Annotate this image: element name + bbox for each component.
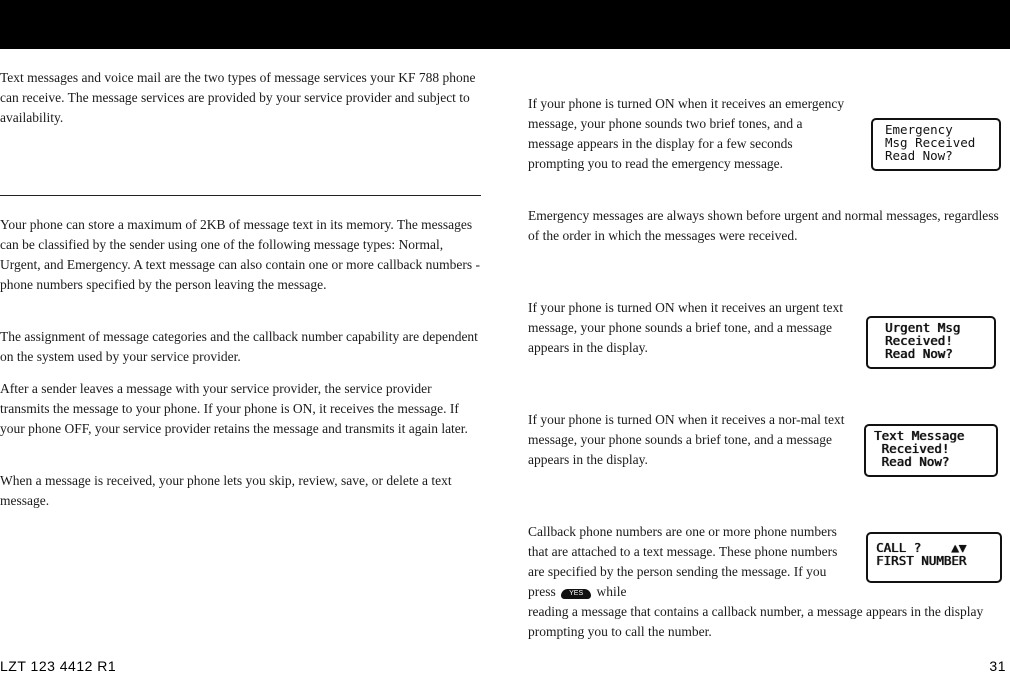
header-bar xyxy=(0,0,1010,49)
emergency-paragraph: If your phone is turned ON when it receives an emergency message, your phone sounds two brief tones, and a message appears in the display for a few seconds prompting you to read the emergency message. xyxy=(528,96,845,171)
callback-display xyxy=(866,532,1002,583)
callback-text-start: Callback phone numbers are one or more phone numbers that are attached to a text message. These phone numbers are specified by the person sending the message. If you press xyxy=(528,524,838,599)
intro-paragraph: Text messages and voice mail are the two types of message services your KF 788 phone can receive. The message services are provided by your service provider and subject to availability. xyxy=(0,70,476,125)
callback-paragraph xyxy=(528,522,840,602)
normal-display-line-3: Read Now? xyxy=(874,454,950,469)
emergency-display-line-2: Msg Received xyxy=(885,135,976,150)
emergency-display xyxy=(871,118,1001,171)
normal-display-line-1: Text Message xyxy=(874,428,965,443)
transmission-paragraph: After a sender leaves a message with your service provider, the service provider transmits the message to your phone. If your phone is ON, it receives the message. If your phone OFF, your service provider retains the message and transmits it again later. xyxy=(0,381,468,436)
section-divider xyxy=(0,195,481,196)
page-number: 31 xyxy=(989,658,1006,674)
urgent-display xyxy=(866,316,996,369)
document-number: LZT 123 4412 R1 xyxy=(0,658,117,674)
urgent-paragraph: If your phone is turned ON when it receives an urgent text message, your phone sounds a brief tone, and a message appears in the display. xyxy=(528,300,844,355)
emergency-display-line-3: Read Now? xyxy=(885,148,953,163)
urgent-display-line-1: Urgent Msg xyxy=(885,320,961,335)
urgent-display-line-2: Received! xyxy=(885,333,953,348)
callback-paragraph-end: reading a message that contains a callback number, a message appears in the display prompting you to call the number. xyxy=(528,604,984,639)
normal-display-line-2: Received! xyxy=(874,441,950,456)
urgent-display-line-3: Read Now? xyxy=(885,346,953,361)
callback-display-line-2: FIRST NUMBER xyxy=(876,553,967,568)
callback-display-line-1: CALL ? ▲▼ xyxy=(876,540,967,555)
yes-key-icon: YES xyxy=(561,589,591,599)
normal-display xyxy=(864,424,998,477)
emergency-display-line-1: Emergency xyxy=(885,122,953,137)
categories-paragraph: The assignment of message categories and the callback number capability are dependent on the system used by your service provider. xyxy=(0,329,478,364)
normal-paragraph: If your phone is turned ON when it receives a nor-mal text message, your phone sounds a brief tone, and a message appears in the display. xyxy=(528,412,845,467)
actions-paragraph: When a message is received, your phone lets you skip, review, save, or delete a text message. xyxy=(0,473,452,508)
emergency-note: Emergency messages are always shown before urgent and normal messages, regardless of the order in which the messages were received. xyxy=(528,208,999,243)
callback-text-while: while xyxy=(596,584,627,599)
storage-paragraph: Your phone can store a maximum of 2KB of message text in its memory. The messages can be classified by the sender using one of the following message types: Normal, Urgent, and Emergency. A text message can also contain one or more callback numbers - phone numbers specified by the person leaving the message. xyxy=(0,217,480,292)
